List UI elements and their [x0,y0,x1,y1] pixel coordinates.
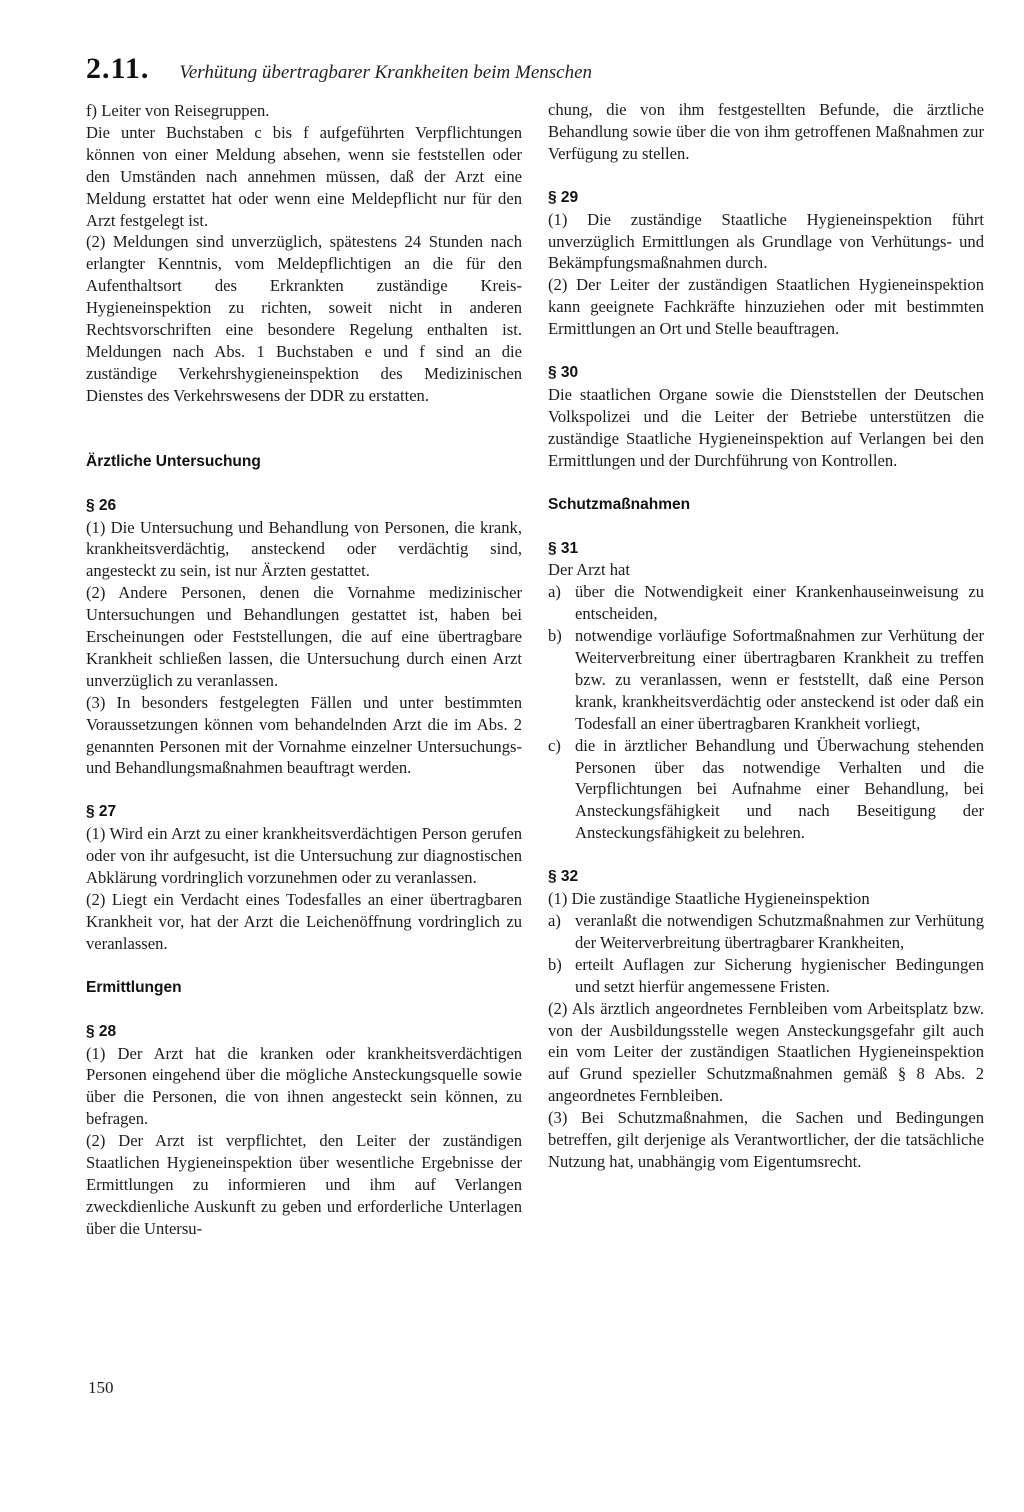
section-26-p2: (2) Andere Personen, denen die Vornahme medizinischer Untersuchungen und Behandlungen gestattet ist, haben bei Erscheinungen oder Feststellungen, die auf eine übertragbare Krankheit schließen lassen, die Untersuchung durch einen Arzt unverzüglich zu veranlassen. [86,583,522,690]
left-column [86,100,522,1240]
section-27-p2: (2) Liegt ein Verdacht eines Todesfalles an einer übertragbaren Krankheit vor, hat der Arzt die Leichenöffnung vordringlich zu veranlassen. [86,890,522,953]
intro-paragraph: Die unter Buchstaben c bis f aufgeführten Verpflichtungen können von einer Meldung absehen, wenn sie feststellen oder den Umständen nach annehmen müssen, daß der Arzt eine Meldung erstattet hat oder wenn eine Meldepflicht nur für den Arzt festgelegt ist. [86,122,522,230]
section-29-label: § 29 [548,188,579,206]
section-32-intro: (1) Die zuständige Staatliche Hygieneinspektion [548,889,870,909]
list-item-text: veranlaßt die notwendigen Schutzmaßnahmen zur Verhütung der Weiterverbreitung übertragbarer Krankheiten, [575,911,984,952]
list-item-label: c) [548,735,561,755]
continuation-paragraph: chung, die von ihm festgestellten Befunde, die ärztliche Behandlung sowie über die von ihm getroffenen Maßnahmen zur Verfügung zu stellen. [548,100,984,163]
list-item [548,954,984,998]
section-26-label: § 26 [86,496,117,514]
list-item-text: die in ärztlicher Behandlung und Überwachung stehenden Personen über das notwendige Verhalten und die Verpflichtungen bei Aufnahme einer Behandlung, bei Ansteckungsfähigkeit und nach Beseitigung der Ansteckungsfähigkeit zu belehren. [575,735,984,843]
heading-ermittlungen: Ermittlungen [86,978,182,996]
intro-item-f: f) Leiter von Reisegruppen. [86,101,270,120]
right-column [548,99,984,1173]
page-header [86,52,592,86]
section-30-label: § 30 [548,364,579,382]
section-29-p1: (1) Die zuständige Staatliche Hygieneinspektion führt unverzüglich Ermittlungen als Grundlage von Verhütungs- und Bekämpfungsmaßnahmen durch. [548,209,984,273]
list-item [548,625,984,735]
list-item-label: a) [548,582,561,602]
section-32-p2: (2) Als ärztlich angeordnetes Fernbleiben vom Arbeitsplatz bzw. von der Ausbildungsstelle wegen Ansteckungsgefahr gilt auch ein vom Leiter der zuständigen Staatlichen Hygieneinspektion auf Grund spezieller Schutzmaßnahmen gemäß § 8 Abs. 2 angeordnetes Fernbleiben. [548,998,984,1106]
section-30-p1: Die staatlichen Organe sowie die Dienststellen der Deutschen Volkspolizei und die Leiter der Betriebe unterstützen die zuständige Staatliche Hygieneinspektion auf Verlangen bei den Ermittlungen und der Durchführung von Kontrollen. [548,384,984,470]
section-26-p1: (1) Die Untersuchung und Behandlung von Personen, die krank, krankheitsverdächtig, ansteckend oder verdächtig sind, angesteckt zu sein, ist nur Ärzten gestattet. [86,517,522,581]
list-item-text: notwendige vorläufige Sofortmaßnahmen zur Verhütung der Weiterverbreitung einer übertragbaren Krankheit zu treffen bzw. zu veranlassen, wenn er feststellt, daß eine Person krank, krankheitsverdächtig oder ansteckend ist oder daß ein Todesfall an einer übertragbaren Krankheit vorliegt, [575,626,984,733]
list-item-text: erteilt Auflagen zur Sicherung hygienischer Bedingungen und setzt hierfür angemessene Fristen. [575,954,984,996]
section-title: Verhütung übertragbarer Krankheiten beim Menschen [179,62,593,83]
list-item [548,910,984,954]
section-28-label: § 28 [86,1022,117,1040]
section-32-label: § 32 [548,868,579,886]
paragraph-2: (2) Meldungen sind unverzüglich, spätestens 24 Stunden nach erlangter Kenntnis, vom Meldepflichtigen an die für den Aufenthaltsort des Erkrankten zuständige Kreis-Hygieneinspektion zu richten, soweit nicht in anderen Rechtsvorschriften eine besondere Regelung enthalten ist. Meldungen nach Abs. 1 Buchstaben e und f sind an die zuständige Verkehrshygieneinspektion des Medizinischen Dienstes des Verkehrswesens der DDR zu erstatten. [86,232,522,405]
list-item-label: b) [548,626,562,646]
section-26-p3: (3) In besonders festgelegten Fällen und unter bestimmten Voraussetzungen können vom behandelnden Arzt die im Abs. 2 genannten Personen mit der Vornahme einzelner Untersuchungs- und Behandlungsmaßnahmen beauftragt werden. [86,692,522,778]
list-item [548,581,984,625]
list-item [548,735,984,845]
section-32-p3: (3) Bei Schutzmaßnahmen, die Sachen und Bedingungen betreffen, gilt derjenige als Verantwortlicher, der die tatsächliche Nutzung hat, unabhängig vom Eigentumsrecht. [548,1108,984,1171]
heading-aerztliche-untersuchung: Ärztliche Untersuchung [86,452,261,470]
list-item-text: über die Notwendigkeit einer Krankenhauseinweisung zu entscheiden, [575,582,984,624]
page-number: 150 [88,1378,114,1397]
section-28-p1: (1) Der Arzt hat die kranken oder krankheitsverdächtigen Personen eingehend über die mögliche Ansteckungsquelle sowie über die Personen, die von ihnen angesteckt sein können, zu befragen. [86,1043,522,1129]
list-item-label: b) [548,954,562,974]
section-31-label: § 31 [548,539,579,557]
section-27-label: § 27 [86,803,117,821]
section-27-p1: (1) Wird ein Arzt zu einer krankheitsverdächtigen Person gerufen oder von ihr aufgesucht, ist die Untersuchung zur diagnostischen Abklärung vordringlich vorzunehmen oder zu veranlassen. [86,824,522,888]
section-number: 2.11. [86,52,150,85]
section-28-p2: (2) Der Arzt ist verpflichtet, den Leiter der zuständigen Staatlichen Hygieneinspektion über wesentliche Ergebnisse der Ermittlungen zu informieren und ihm auf Verlangen zweckdienliche Auskunft zu geben und erforderliche Unterlagen über die Untersu- [86,1131,522,1238]
section-29-p2: (2) Der Leiter der zuständigen Staatlichen Hygieneinspektion kann geeignete Fachkräfte hinzuziehen oder mit bestimmten Ermittlungen an Ort und Stelle beauftragen. [548,275,984,339]
heading-schutzmassnahmen: Schutzmaßnahmen [548,495,691,513]
section-31-intro: Der Arzt hat [548,560,631,580]
list-item-label: a) [548,911,561,930]
